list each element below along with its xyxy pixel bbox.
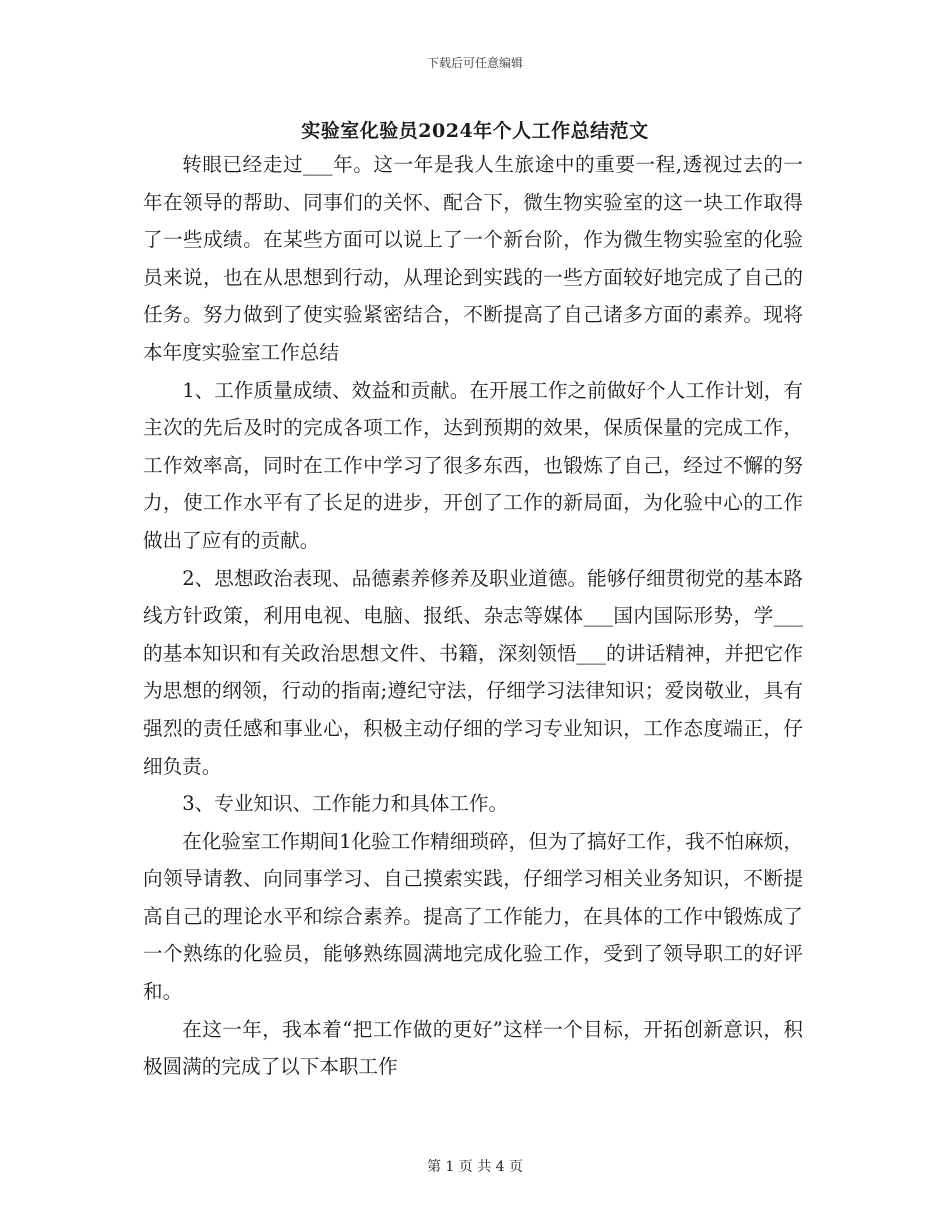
paragraph-section-1: 1、工作质量成绩、效益和贡献。在开展工作之前做好个人工作计划，有主次的先后及时的完成各项工作，达到预期的效果，保质保量的完成工作，工作效率高，同时在工作中学习了很多东西，也锻炼了自己，经过不懈的努力，使工作水平有了长足的进步，开创了工作的新局面，为化验中心的工作做出了应有的贡献。 xyxy=(143,378,803,552)
header-note: 下载后可任意编辑 xyxy=(426,56,523,70)
paragraph-intro: 转眼已经走过___年。这一年是我人生旅途中的重要一程,透视过去的一年在领导的帮助、同事们的关怀、配合下，微生物实验室的这一块工作取得了一些成绩。在某些方面可以说上了一个新台阶，作为微生物实验室的化验员来说，也在从思想到行动，从理论到实践的一些方面较好地完成了自己的任务。努力做到了使实验紧密结合，不断提高了自己诸多方面的素养。现将本年度实验室工作总结 xyxy=(143,153,803,364)
document-body xyxy=(143,146,803,1086)
paragraph-section-2: 2、思想政治表现、品德素养修养及职业道德。能够仔细贯彻党的基本路线方针政策，利用电视、电脑、报纸、杂志等媒体___国内国际形势，学___的基本知识和有关政治思想文件、书籍，深刻领悟___的讲话精神，并把它作为思想的纲领，行动的指南;遵纪守法，仔细学习法律知识；爱岗敬业，具有强烈的责任感和事业心，积极主动仔细的学习专业知识，工作态度端正，仔细负责。 xyxy=(143,566,803,778)
paragraph-closing: 在这一年，我本着“把工作做的更好”这样一个目标，开拓创新意识，积极圆满的完成了以下本职工作 xyxy=(143,1017,803,1079)
page-footer: 第 1 页 共 4 页 xyxy=(426,1159,524,1175)
paragraph-section-3-body: 在化验室工作期间1化验工作精细琐碎，但为了搞好工作，我不怕麻烦，向领导请教、向同事学习、自己摸索实践，仔细学习相关业务知识，不断提高自己的理论水平和综合素养。提高了工作能力，在具体的工作中锻炼成了一个熟练的化验员，能够熟练圆满地完成化验工作，受到了领导职工的好评和。 xyxy=(143,829,803,1004)
paragraph-section-3-heading: 3、专业知识、工作能力和具体工作。 xyxy=(182,792,509,816)
document-title: 实验室化验员2024年个人工作总结范文 xyxy=(301,120,649,142)
